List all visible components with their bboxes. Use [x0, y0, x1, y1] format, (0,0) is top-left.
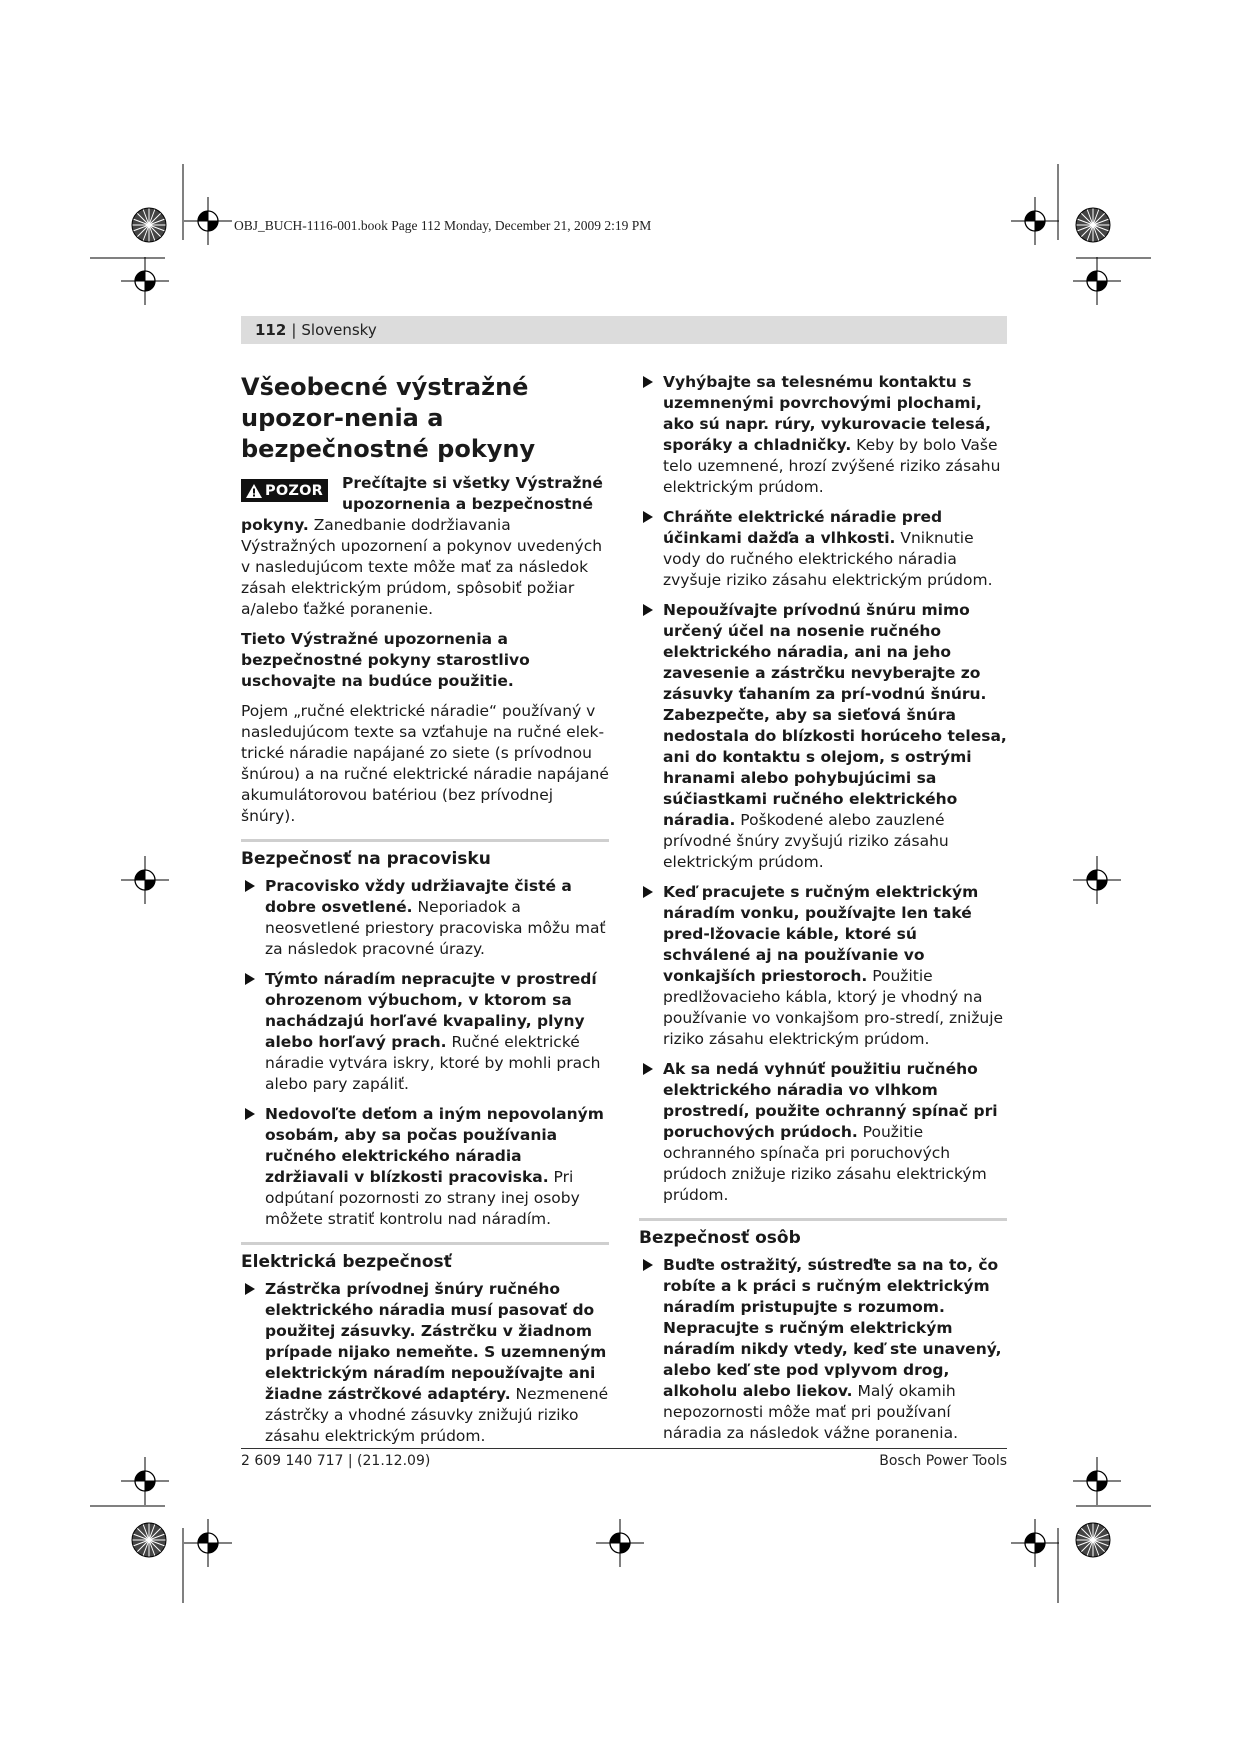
electrical-safety-list	[241, 1279, 609, 1447]
bullet-arrow-icon	[245, 1283, 255, 1295]
item-bold-text: Ak sa nedá vyhnúť použitiu ručného elektrického náradia vo vlhkom prostredí, použite ochranný spínač pri poruchových prúdoch.	[663, 1060, 998, 1141]
bullet-arrow-icon	[643, 1259, 653, 1271]
bullet-arrow-icon	[643, 376, 653, 388]
item-bold-text: Nepoužívajte prívodnú šnúru mimo určený účel na nosenie ručného elektrického náradia, ani na jeho zavesenie a zástrčku nevyberajte zo zásuvky ťahaním za prí-vodnú šnúru. Zabezpečte, aby sa sieťová šnúra nedostala do blízkosti horúceho telesa, ani do kontaktu s olejom, s ostrými hranami alebo pohybujúcimi sa súčiastkami ručného elektrického náradia.	[663, 601, 1007, 829]
header-separator: |	[291, 321, 297, 339]
heading-workplace-safety: Bezpečnosť na pracovisku	[241, 839, 609, 870]
electrical-safety-list-continued	[639, 372, 1007, 1206]
item-text: Ručné elektrické náradie vytvára iskry, ktoré by mohli prach alebo pary zapáliť.	[265, 1033, 601, 1093]
keep-instructions-note: Tieto Výstražné upozornenia a bezpečnostné pokyny starostlivo uschovajte na budúce použitie.	[241, 630, 530, 690]
header-language: Slovensky	[301, 321, 377, 339]
left-column	[241, 372, 609, 1456]
footer-brand: Bosch Power Tools	[879, 1453, 1007, 1469]
item-bold-text: Nedovoľte deťom a iným nepovolaným osobám, aby sa počas používania ručného elektrického náradia zdržiavali v blízkosti pracoviska.	[265, 1105, 604, 1186]
item-bold-text: Buďte ostražitý, sústreďte sa na to, čo robíte a k práci s ručným elektrickým náradím pristupujte s rozumom. Nepracujte s ručným elektrickým náradím nikdy vtedy, keď ste unavený, alebo keď ste pod vplyvom drog, alkoholu alebo liekov.	[663, 1256, 1002, 1400]
list-item	[241, 969, 609, 1095]
item-bold-text: Týmto náradím nepracujte v prostredí ohrozenom výbuchom, v ktorom sa nachádzajú horľavé kvapaliny, plyny alebo horľavý prach.	[265, 970, 597, 1051]
bullet-arrow-icon	[245, 880, 255, 892]
list-item	[639, 1059, 1007, 1206]
item-text: Nezmenené zástrčky a vhodné zásuvky znižujú riziko zásahu elektrickým prúdom.	[265, 1385, 609, 1445]
item-bold-text: Zástrčka prívodnej šnúry ručného elektrického náradia musí pasovať do použitej zásuvky. Zástrčku v žiadnom prípade nijako nemeňte. S uzemneným elektrickým náradím nepoužívajte ani žiadne zástrčkové adaptéry.	[265, 1280, 607, 1403]
personal-safety-list	[639, 1255, 1007, 1444]
item-bold-text: Keď pracujete s ručným elektrickým náradím vonku, používajte len také pred-lžovacie káble, ktoré sú schválené aj na používanie vo vonkajších priestoroch.	[663, 883, 979, 985]
footer-document-number: 2 609 140 717 | (21.12.09)	[241, 1453, 431, 1469]
item-text: Keby by bolo Vaše telo uzemnené, hrozí zvýšené riziko zásahu elektrickým prúdom.	[663, 436, 1001, 496]
item-bold-text: Chráňte elektrické náradie pred účinkami dažďa a vlhkosti.	[663, 508, 943, 547]
heading-personal-safety: Bezpečnosť osôb	[639, 1218, 1007, 1249]
heading-electrical-safety: Elektrická bezpečnosť	[241, 1242, 609, 1273]
list-item	[639, 882, 1007, 1050]
bullet-arrow-icon	[643, 604, 653, 616]
warning-bold-text: Prečítajte si všetky Výstražné upozornenia a bezpečnostné pokyny.	[241, 474, 603, 534]
list-item	[241, 1279, 609, 1447]
workplace-safety-list	[241, 876, 609, 1230]
print-file-header: OBJ_BUCH-1116-001.book Page 112 Monday, December 21, 2009 2:19 PM	[234, 218, 652, 233]
item-bold-text: Vyhýbajte sa telesnému kontaktu s uzemnenými povrchovými plochami, ako sú napr. rúry, vykurovacie telesá, sporáky a chladničky.	[663, 373, 992, 454]
list-item	[241, 1104, 609, 1230]
item-text: Poškodené alebo zauzlené prívodné šnúry zvyšujú riziko zásahu elektrickým prúdom.	[663, 811, 949, 871]
page-header-band	[241, 316, 1007, 344]
item-text: Použitie ochranného spínača pri poruchových prúdoch znižuje riziko zásahu elektrickým prúdom.	[663, 1123, 987, 1204]
list-item	[639, 507, 1007, 591]
list-item	[639, 1255, 1007, 1444]
page-number: 112	[255, 321, 287, 339]
bullet-arrow-icon	[245, 1108, 255, 1120]
definition-paragraph: Pojem „ručné elektrické náradie“ používaný v nasledujúcom texte sa vzťahuje na ručné elek-trické náradie napájané zo siete (s prívodnou šnúrou) a na ručné elektrické náradie napájané akumulátorovou batériou (bez prívodnej šnúry).	[241, 702, 609, 825]
section-title: Všeobecné výstražné upozor-nenia a bezpečnostné pokyny	[241, 373, 536, 463]
list-item	[639, 372, 1007, 498]
footer-rule	[241, 1448, 1007, 1449]
bullet-arrow-icon	[245, 973, 255, 985]
item-text: Vniknutie vody do ručného elektrického náradia zvyšuje riziko zásahu elektrickým prúdom.	[663, 529, 993, 589]
bullet-arrow-icon	[643, 886, 653, 898]
list-item	[639, 600, 1007, 873]
warning-body-text: Zanedbanie dodržiavania Výstražných upozornení a pokynov uvedených v nasledujúcom texte môže mať za následok zásah elektrickým prúdom, spôsobiť požiar a/alebo ťažké poranenie.	[241, 516, 603, 618]
bullet-arrow-icon	[643, 1063, 653, 1075]
item-text: Použitie predlžovacieho kábla, ktorý je vhodný na používanie vo vonkajšom pro-stredí, znižuje riziko zásahu elektrickým prúdom.	[663, 967, 1004, 1048]
warning-triangle-icon	[246, 484, 262, 498]
item-text: Malý okamih nepozornosti môže mať pri používaní náradia za následok vážne poranenia.	[663, 1382, 958, 1442]
item-text: Neporiadok a neosvetlené priestory pracoviska môžu mať za následok pracovné úrazy.	[265, 898, 606, 958]
warning-badge-label: POZOR	[265, 482, 323, 499]
right-column	[639, 372, 1007, 1453]
warning-badge	[241, 479, 328, 502]
item-bold-text: Pracovisko vždy udržiavajte čisté a dobre osvetlené.	[265, 877, 572, 916]
list-item	[241, 876, 609, 960]
bullet-arrow-icon	[643, 511, 653, 523]
warning-block	[241, 473, 609, 620]
item-text: Pri odpútaní pozornosti zo strany inej osoby môžete stratiť kontrolu nad náradím.	[265, 1168, 580, 1228]
